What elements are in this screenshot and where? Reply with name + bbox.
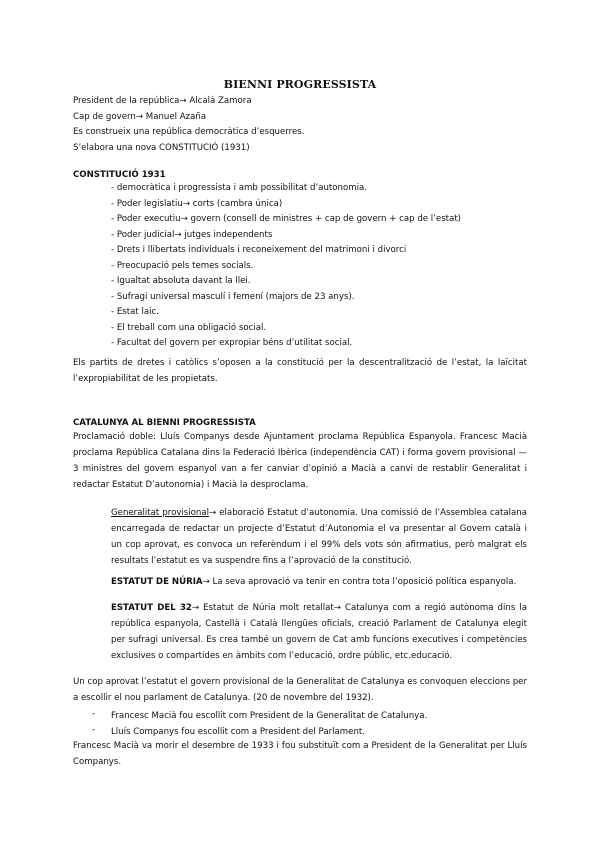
- constitucio-closing: Els partits de dretes i catòlics s’oposen a la constitució per la descentralització de l’estat, la laïcitat l’expropiabilitat de les propietats.: [73, 358, 527, 384]
- proclamacio-paragraph: Proclamació doble: Lluís Companys desde Ajuntament proclama República Espanyola. Francesc Macià proclama República Catalana dins la Federació Ibèrica (independència CAT) i forma govern provisional — 3 ministres del govern espanyol van a fer canviar d’opinió a Macià a canvi de restablir Generalitat i redactar Estatut D’autonomia) i Macià la desproclama.: [73, 432, 527, 490]
- bullet-macia: Francesc Macià fou escollit com President de la Generalitat de Catalunya.: [111, 711, 428, 721]
- list-item: - Drets i llibertats individuals i reconeixement del matrimoni i divorci: [111, 245, 407, 255]
- nuria-paragraph: [111, 574, 527, 590]
- constitucio-heading: CONSTITUCIÓ 1931: [73, 170, 166, 180]
- bullet-companys: Lluís Companys fou escollit com a President del Parlament.: [111, 727, 366, 737]
- generalitat-text: → elaboració Estatut d’autonomia. Una comissió de l’Assemblea catalana encarregada de redactar un projecte d’Estatut d’Autonomia el va presentar al Govern català i un cop aprovat, es convoca un referèndum i el 99% dels vots són afirmatius, però malgrat els resultats l’estatut es va suspendre fins a l’aprovació de la constitució.: [111, 508, 527, 566]
- final-paragraph: Francesc Macià va morir el desembre de 1933 i fou substituït com a President de la Generalitat per Lluís Companys.: [73, 741, 527, 767]
- list-item: - Preocupació pels temes socials.: [111, 260, 254, 271]
- bullet-dash: -: [92, 709, 96, 719]
- intro-republica: Es construeix una república democràtica d’esquerres.: [73, 127, 305, 137]
- generalitat-term: Generalitat provisional: [111, 508, 210, 518]
- constitucio-list: [111, 181, 461, 352]
- estatut32-paragraph: [111, 600, 527, 664]
- catalunya-heading: CATALUNYA AL BIENNI PROGRESSISTA: [73, 418, 256, 428]
- list-item: - Igualtat absoluta davant la llei.: [111, 276, 251, 286]
- list-item: - Poder legislatiu→ corts (cambra única): [111, 198, 283, 209]
- list-item: - Sufragi universal masculí i femení (majors de 23 anys).: [111, 291, 355, 302]
- list-item: - Poder judicial→ jutges independents: [111, 229, 273, 240]
- eleccions-paragraph: Un cop aprovat l’estatut el govern provisional de la Generalitat de Catalunya es convoquen eleccions per a escollir el nou parlament de Catalunya. (20 de novembre del 1932).: [73, 677, 527, 703]
- intro-president: President de la república→ Alcalá Zamora: [73, 96, 252, 106]
- estatut32-text: → Estatut de Núria molt retallat→ Catalunya com a regió autònoma dins la república espanyola, Castellà i Català llengües oficials, creació Parlament de Catalunya elegit per sufragi universal. Es crea també un govern de Cat amb funcions executives i competències exclusives o compartides en àmbits com l’educació, ordre públic, etc.educació.: [111, 603, 527, 661]
- list-item: - democràtica i progressista i amb possibilitat d’autonomia.: [111, 183, 367, 193]
- nuria-term: ESTATUT DE NÚRIA: [111, 577, 203, 587]
- intro-constitucio: S’elabora una nova CONSTITUCIÓ (1931): [73, 143, 250, 153]
- bullet-dash: -: [92, 725, 96, 735]
- nuria-text: → La seva aprovació va tenir en contra tota l’oposició política espanyola.: [202, 577, 517, 587]
- list-item: - Estat laic.: [111, 307, 159, 317]
- estatut32-term: ESTATUT DEL 32: [111, 603, 192, 613]
- list-item: - Facultat del govern per expropiar béns d’utilitat social.: [111, 338, 353, 348]
- page-title: BIENNI PROGRESSISTA: [223, 78, 377, 91]
- generalitat-paragraph: [111, 505, 527, 569]
- list-item: - El treball com una obligació social.: [111, 322, 267, 333]
- list-item: - Poder executiu→ govern (consell de ministres + cap de govern + cap de l’estat): [111, 214, 462, 224]
- intro-cap-govern: Cap de govern→ Manuel Azaña: [73, 112, 207, 122]
